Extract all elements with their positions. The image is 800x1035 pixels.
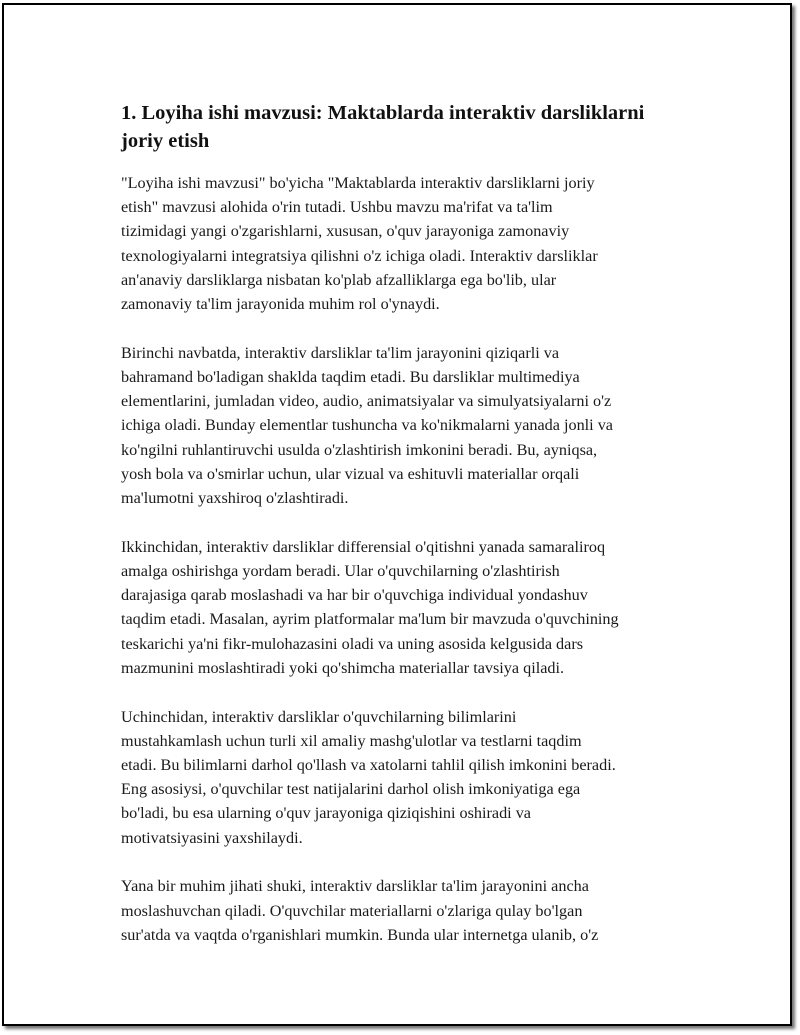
document-body [121, 99, 701, 972]
paragraph-4: Uchinchidan, interaktiv darsliklar o'quvchilarning bilimlarini mustahkamlash uchun turli xil amaliy mashg'ulotlar va testlarni taqdim etadi. Bu bilimlarni darhol qo'llash va xatolarni tahlil qilish imkonini beradi. Eng asosiysi, o'quvchilar test natijalarini darhol olish imkoniyatiga ega bo'ladi, bu esa ularning o'quv jarayoniga qiziqishini oshiradi va motivatsiyasini yaxshilaydi. [121, 707, 616, 847]
paragraph-3: Ikkinchidan, interaktiv darsliklar differensial o'qitishni yanada samaraliroq amalga oshirishga yordam beradi. Ular o'quvchilarning o'zlashtirish darajasiga qarab moslashadi va har bir o'quvchiga individual yondashuv taqdim etadi. Masalan, ayrim platformalar ma'lum bir mavzuda o'quvchining teskarichi ya'ni fikr-mulohazasini oladi va uning asosida kelgusida dars mazmunini moslashtiradi yoki qo'shimcha materiallar tavsiya qiladi. [121, 537, 619, 677]
paragraph-5: Yana bir muhim jihati shuki, interaktiv darsliklar ta'lim jarayonini ancha moslashuvchan qiladi. O'quvchilar materiallarni o'zlariga qulay bo'lgan sur'atda va vaqtda o'rganishlari mumkin. Bunda ular internetga ulanib, o'z [121, 877, 599, 944]
paragraph-1: "Loyiha ishi mavzusi" bo'yicha "Maktablarda interaktiv darsliklarni joriy etish" mavzusi alohida o'rin tutadi. Ushbu mavzu ma'rifat va ta'lim tizimidagi yangi o'zgarishlarni, xususan, o'quv jarayoniga zamonaviy texnologiyalarni integratsiya qilishni o'z ichiga oladi. Interaktiv darsliklar an'anaviy darsliklarga nisbatan ko'plab afzalliklarga ega bo'lib, ular zamonaviy ta'lim jarayonida muhim rol o'ynaydi. [121, 174, 598, 314]
document-page [2, 3, 792, 1026]
paragraph-2: Birinchi navbatda, interaktiv darsliklar ta'lim jarayonini qiziqarli va bahramand bo'ladigan shaklda taqdim etadi. Bu darsliklar multimediya elementlarini, jumladan video, audio, animatsiyalar va simulyatsiyalarni o'z ichiga oladi. Bunday elementlar tushuncha va ko'nikmalarni yanada jonli va ko'ngilni ruhlantiruvchi usulda o'zlashtirish imkonini beradi. Bu, ayniqsa, yosh bola va o'smirlar uchun, ular vizual va eshituvli materiallar orqali ma'lumotni yaxshiroq o'zlashtiradi. [121, 343, 613, 508]
section-heading: 1. Loyiha ishi mavzusi: Maktablarda interaktiv darsliklarni joriy etish [121, 102, 645, 152]
